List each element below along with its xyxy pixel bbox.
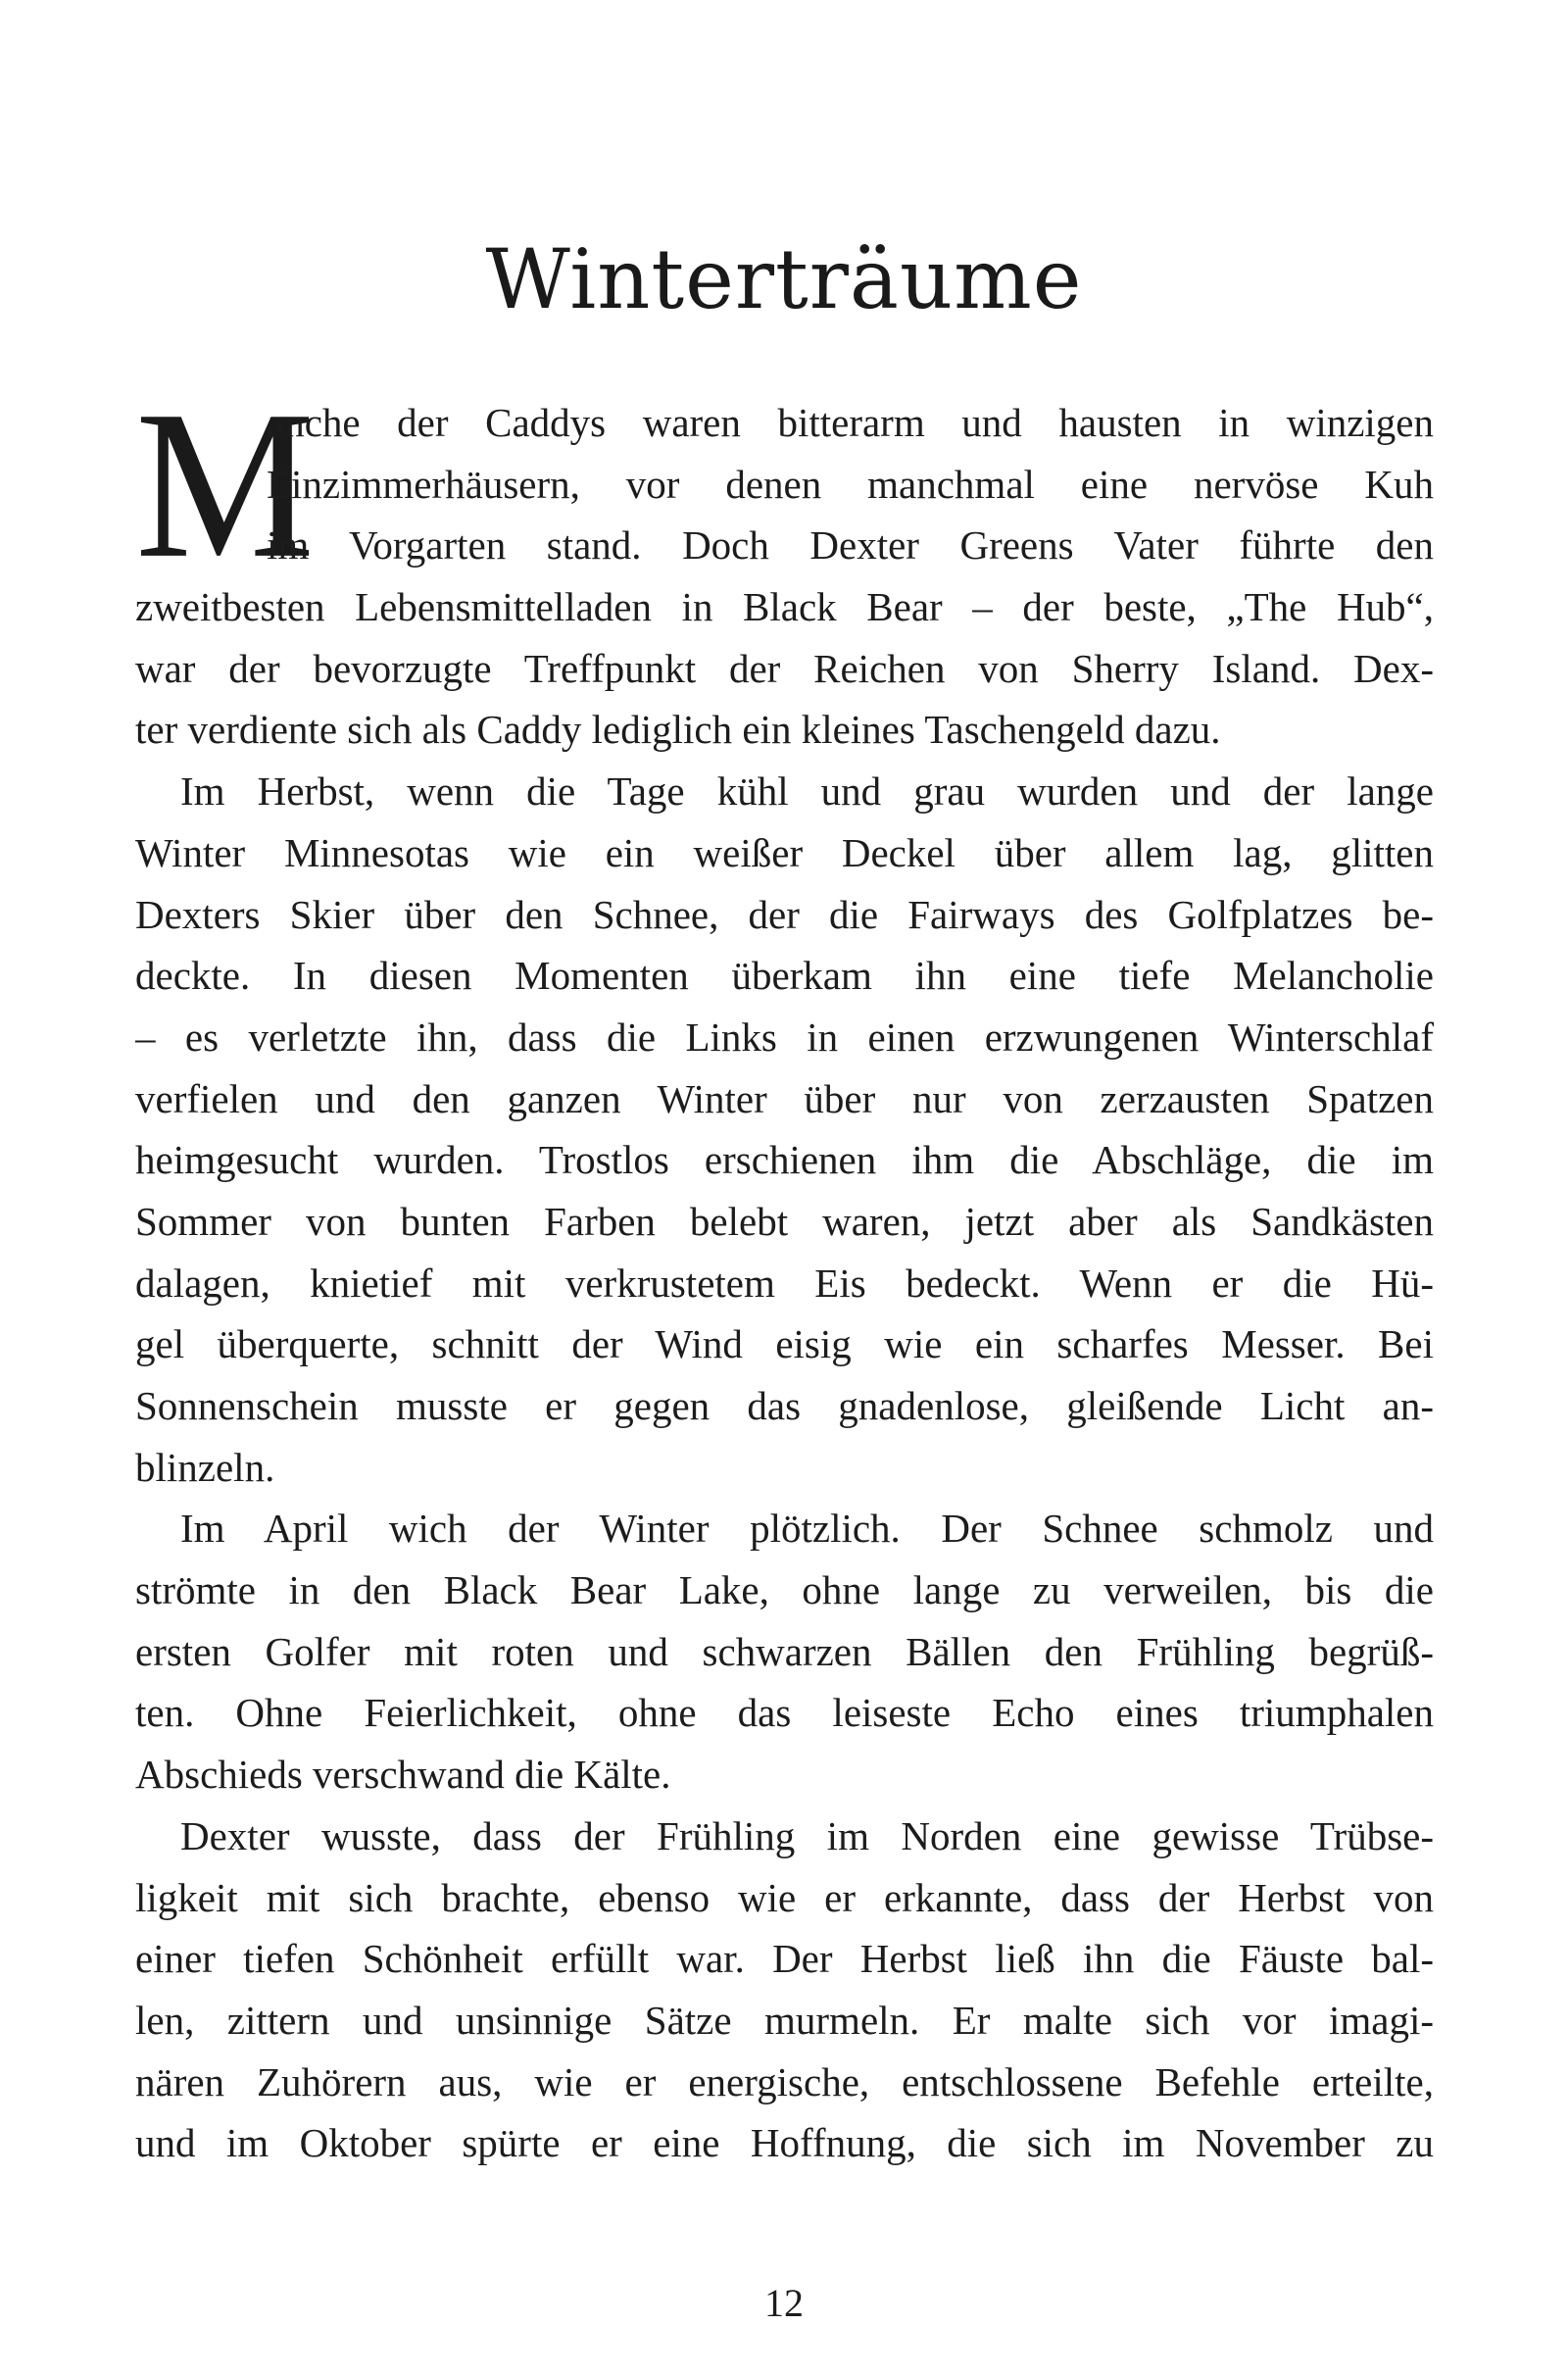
text-line: dalagen, knietief mit verkrustetem Eis bedeckt. Wenn er die Hü-: [135, 1260, 1434, 1306]
text-line: zweitbesten Lebensmittelladen in Black Bear – der beste, „The Hub“,: [135, 584, 1434, 630]
text-line: Einzimmerhäusern, vor denen manchmal eine nervöse Kuh: [267, 461, 1434, 507]
text-line: Sonnenschein musste er gegen das gnadenlose, gleißende Licht an-: [135, 1383, 1434, 1428]
text-line: len, zittern und unsinnige Sätze murmeln. Er malte sich vor imagi-: [135, 1997, 1434, 2043]
text-line: und im Oktober spürte er eine Hoffnung, die sich im November zu: [135, 2120, 1434, 2166]
text-line: Winter Minnesotas wie ein weißer Deckel über allem lag, glitten: [135, 829, 1434, 875]
text-line: blinzeln.: [135, 1444, 275, 1490]
text-line: ter verdiente sich als Caddy lediglich ein kleines Taschengeld dazu.: [135, 707, 1221, 753]
text-line: Abschieds verschwand die Kälte.: [135, 1752, 671, 1798]
text-line: – es verletzte ihn, dass die Links in einen erzwungenen Winterschlaf: [135, 1014, 1434, 1060]
text-line: ligkeit mit sich brachte, ebenso wie er erkannte, dass der Herbst von: [135, 1874, 1434, 1920]
text-line: Dexters Skier über den Schnee, der die Fairways des Golfplatzes be-: [135, 891, 1434, 937]
text-line: war der bevorzugte Treffpunkt der Reichen von Sherry Island. Dex-: [135, 645, 1434, 691]
text-line: ten. Ohne Feierlichkeit, ohne das leiseste Echo eines triumphalen: [135, 1690, 1434, 1736]
chapter-title: Winterträume: [485, 231, 1083, 327]
page-number: 12: [764, 2281, 804, 2325]
text-line: einer tiefen Schönheit erfüllt war. Der Herbst ließ ihn die Fäuste bal-: [135, 1936, 1434, 1982]
text-line: ersten Golfer mit roten und schwarzen Bällen den Frühling begrüß-: [135, 1628, 1434, 1674]
drop-cap-initial: M: [135, 366, 316, 603]
text-line: im Vorgarten stand. Doch Dexter Greens Vater führte den: [267, 522, 1434, 569]
text-line: gel überquerte, schnitt der Wind eisig wie ein scharfes Messer. Bei: [135, 1321, 1434, 1367]
body-text: [135, 366, 1434, 2174]
text-line: strömte in den Black Bear Lake, ohne lange zu verweilen, bis die: [135, 1567, 1434, 1613]
text-line: Im April wich der Winter plötzlich. Der Schnee schmolz und: [180, 1506, 1434, 1552]
text-line: heimgesucht wurden. Trostlos erschienen ihm die Abschläge, die im: [135, 1137, 1434, 1183]
text-line: Im Herbst, wenn die Tage kühl und grau wurden und der lange: [180, 768, 1434, 815]
text-line: deckte. In diesen Momenten überkam ihn eine tiefe Melancholie: [135, 953, 1434, 999]
text-line: nären Zuhörern aus, wie er energische, entschlossene Befehle erteilte,: [135, 2058, 1434, 2104]
text-line: Dexter wusste, dass der Frühling im Norden eine gewisse Trübse-: [180, 1812, 1434, 1858]
text-line: Sommer von bunten Farben belebt waren, jetzt aber als Sandkästen: [135, 1198, 1434, 1244]
text-line: anche der Caddys waren bitterarm und hausten in winzigen: [267, 400, 1434, 445]
text-line: verfielen und den ganzen Winter über nur von zerzausten Spatzen: [135, 1075, 1434, 1121]
